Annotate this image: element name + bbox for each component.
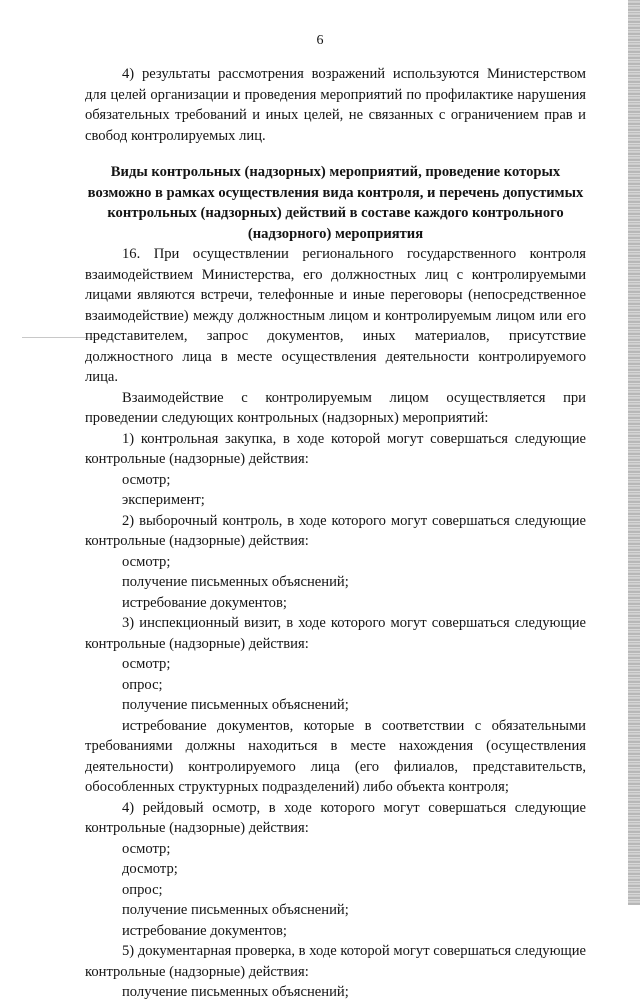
list-subitem: осмотр; [122,471,171,488]
list-subitem: осмотр; [122,656,171,672]
list-subitem: опрос; [122,676,163,693]
list-subitem: истребование документов; [122,922,287,939]
page-number: 6 [316,33,324,48]
list-subitem: получение письменных объяснений; [122,984,349,1000]
list-subitem: истребование документов; [122,594,287,611]
list-subitem: опрос; [122,881,163,898]
list-subitem: осмотр; [122,553,171,570]
list-item-5: 5) документарная проверка, в ходе которой могут совершаться следующие контрольные (надзорные) действия: [85,943,586,980]
document-body [85,64,586,1003]
list-subitem: эксперимент; [122,492,205,508]
list-item-3: 3) инспекционный визит, в ходе которого могут совершаться следующие контрольные (надзорные) действия: [85,615,586,652]
list-item-1: 1) контрольная закупка, в ходе которой могут совершаться следующие контрольные (надзорные) действия: [85,430,586,467]
list-item-2: 2) выборочный контроль, в ходе которого могут совершаться следующие контрольные (надзорные) действия: [85,512,586,549]
paragraph-interaction: Взаимодействие с контролируемым лицом осуществляется при проведении следующих контрольных (надзорных) мероприятий: [85,389,586,426]
paragraph-16: 16. При осуществлении регионального государственного контроля взаимодействием Министерства, его должностных лиц с контролируемыми лицами являются встречи, телефонные и иные переговоры (непосредственное взаимодействие) между должностным лицом и контролируемым лицом или его представителем, запрос документов, иных материалов, присутствие должностного лица в месте осуществления деятельности контролируемого лица. [85,246,586,385]
list-item-4: 4) рейдовый осмотр, в ходе которого могут совершаться следующие контрольные (надзорные) действия: [85,799,586,836]
list-subitem: получение письменных объяснений; [122,697,349,713]
scan-edge [628,0,640,905]
list-subitem-long: истребование документов, которые в соответствии с обязательными требованиями должны находиться в месте нахождения (осуществления деятельности) контролируемого лица (его филиалов, представительств, обособленных структурных подразделений) либо объекта контроля; [85,717,586,795]
list-subitem: получение письменных объяснений; [122,574,349,590]
list-subitem: осмотр; [122,840,171,857]
list-subitem: досмотр; [122,861,178,877]
list-subitem: получение письменных объяснений; [122,902,349,918]
intro-paragraph: 4) результаты рассмотрения возражений используются Министерством для целей организации и проведения мероприятий по профилактике нарушения обязательных требований и иных целей, не связанных с ограничением прав и свобод контролируемых лиц. [85,66,586,144]
section-title: Виды контрольных (надзорных) мероприятий, проведение которых возможно в рамках осуществления вида контроля, и перечень допустимых контрольных (надзорных) действий в составе каждого контрольного (надзорного) мероприятия [87,164,584,242]
